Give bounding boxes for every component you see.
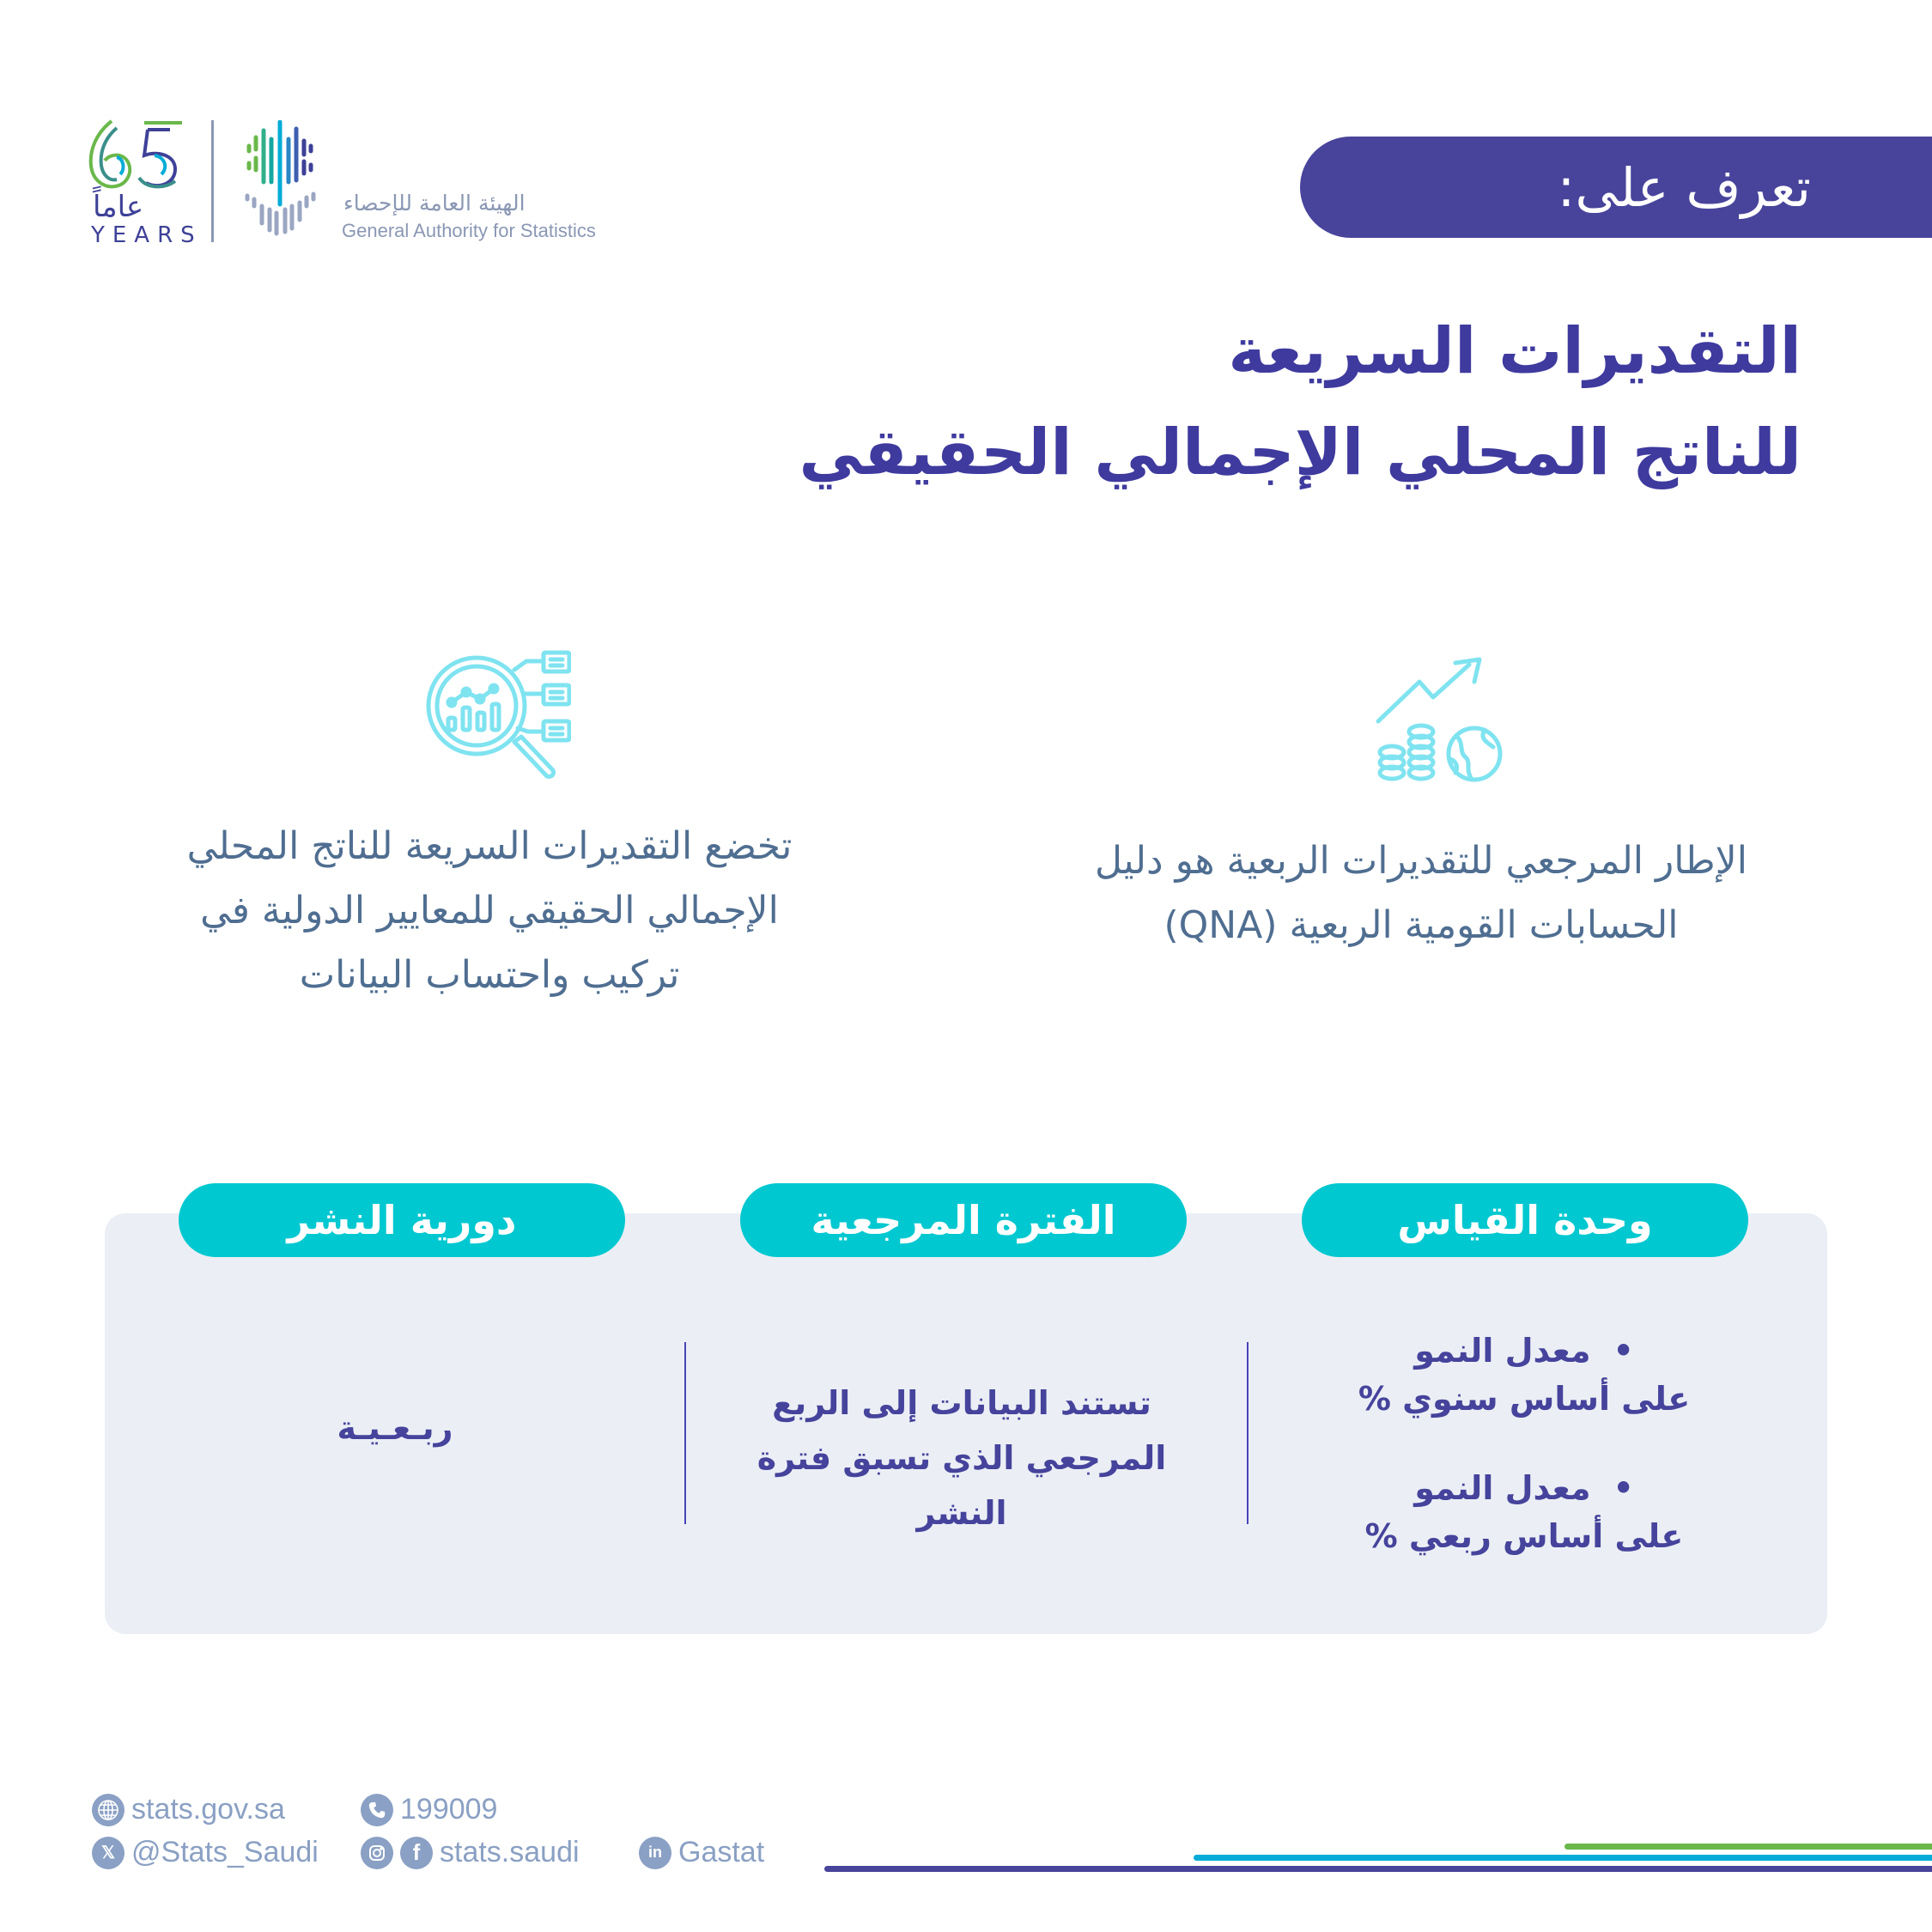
publication-frequency-cell: ربـعـيـة	[337, 1409, 453, 1447]
feature-text-line: الإجمالي الحقيقي للمعايير الدولية في	[200, 889, 779, 933]
footer-phone-link[interactable]	[361, 1793, 497, 1826]
list-item	[1314, 1327, 1735, 1423]
column-header-label: دورية النشر	[287, 1197, 517, 1243]
feature-text-line: تركيب واحتساب البيانات	[299, 953, 680, 997]
item-line: معدل النمو	[1414, 1469, 1591, 1507]
footer-linkedin-link[interactable]	[639, 1836, 764, 1869]
website-text: stats.gov.sa	[131, 1793, 285, 1826]
instagram-icon	[361, 1837, 393, 1869]
feature-text-line: تخضع التقديرات السريعة للناتج المحلي	[186, 824, 793, 868]
phone-text: 199009	[400, 1793, 498, 1826]
feature-text-line: الحسابات القومية الربعية (QNA)	[1163, 903, 1679, 947]
column-header-publication-frequency	[179, 1183, 625, 1257]
column-header-label: الفترة المرجعية	[811, 1197, 1116, 1243]
page-title	[799, 301, 1802, 503]
cell-line: المرجعي الذي تسبق فترة النشر	[756, 1439, 1167, 1532]
footer-website-link[interactable]	[92, 1793, 285, 1826]
magnifier-analysis-icon	[425, 635, 571, 781]
org-name-english: General Authority for Statistics	[342, 220, 596, 241]
anniversary-arabic: عاماً	[93, 190, 144, 224]
anniversary-english: YEARS	[91, 222, 203, 248]
column-divider	[684, 1342, 686, 1524]
x-twitter-icon: 𝕏	[92, 1837, 125, 1869]
item-line: معدل النمو	[1414, 1332, 1591, 1370]
facebook-icon: f	[400, 1837, 433, 1869]
footer-x-link[interactable]	[92, 1836, 319, 1869]
footer-social-link[interactable]	[361, 1836, 580, 1869]
decorative-bar-purple	[824, 1866, 1932, 1872]
column-header-reference-period	[740, 1183, 1187, 1257]
phone-icon	[361, 1794, 393, 1826]
globe-icon	[92, 1794, 125, 1826]
org-name-arabic: الهيئة العامة للإحصاء	[343, 191, 526, 216]
list-item	[1314, 1464, 1735, 1560]
feature-reference-framework-text	[1065, 829, 1777, 957]
decorative-bar-green	[1564, 1844, 1932, 1850]
feature-text-line: الإطار المرجعي للتقديرات الربعية هو دليل	[1095, 839, 1747, 883]
reference-period-cell	[721, 1376, 1202, 1540]
item-line: على أساس ربعي %	[1364, 1517, 1684, 1555]
bullet-icon: •	[1613, 1332, 1634, 1370]
page-title-line-1: التقديرات السريعة	[1228, 314, 1801, 388]
intro-label: تعرف على:	[1557, 155, 1811, 219]
column-header-label: وحدة القياس	[1397, 1197, 1653, 1243]
x-handle-text: @Stats_Saudi	[131, 1836, 319, 1868]
linkedin-icon: in	[639, 1837, 671, 1869]
social-handle-text: stats.saudi	[440, 1836, 580, 1868]
bullet-icon: •	[1613, 1469, 1634, 1507]
column-header-measurement-unit	[1302, 1183, 1748, 1257]
decorative-bar-cyan	[1194, 1855, 1932, 1861]
feature-international-standards-text	[146, 814, 833, 1007]
cell-line: تستند البيانات إلى الربع	[772, 1384, 1151, 1422]
linkedin-text: Gastat	[678, 1836, 765, 1868]
column-divider	[1247, 1342, 1249, 1524]
sixty-five-icon	[86, 116, 193, 193]
logo-divider	[211, 120, 214, 242]
anniversary-65-logo	[86, 116, 203, 248]
measurement-unit-cell	[1314, 1327, 1735, 1601]
growth-coins-globe-icon	[1370, 653, 1507, 790]
gastat-logo-mark-icon	[240, 120, 326, 240]
item-line: على أساس سنوي %	[1358, 1380, 1691, 1418]
intro-label-banner	[1300, 137, 1932, 238]
page-title-line-2: للناتج المحلي الإجمالي الحقيقي	[799, 416, 1801, 489]
